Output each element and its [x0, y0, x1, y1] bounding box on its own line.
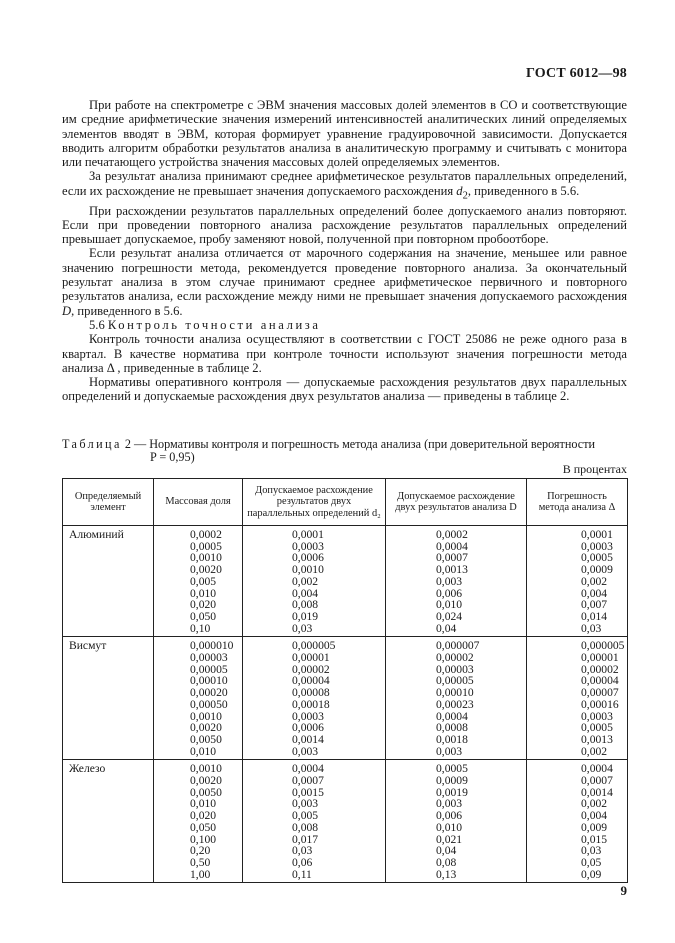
paragraph-deviation: [62, 246, 627, 317]
value: 0,0005: [581, 551, 613, 565]
value: 0,03: [292, 844, 313, 858]
value: 0,0005: [436, 762, 468, 776]
value: 0,015: [581, 832, 608, 846]
value: 0,003: [436, 744, 463, 758]
value: 0,50: [190, 855, 211, 869]
value: 0,00023: [436, 697, 474, 711]
value: 0,020: [190, 598, 217, 612]
D-symbol: D: [62, 303, 72, 318]
value: 0,0010: [292, 563, 324, 577]
value: 0,002: [581, 797, 608, 811]
header-delta: Погрешность метода анализа Δ: [527, 479, 628, 526]
value: 0,0009: [581, 563, 613, 577]
value: 0,0010: [190, 551, 222, 565]
delta-cell: [527, 637, 628, 760]
D-cell: [386, 637, 527, 760]
value: 0,0014: [581, 785, 613, 799]
table-row: [63, 637, 628, 760]
table-body: [63, 526, 628, 883]
paragraph-deviation-text: Если результат анализа отличается от марочного содержания на значение, меньшее или равное значению погрешности метода, рекомендуется проведение повторного анализа. За окончательный результат анализа в этом случае принимают среднее арифметическое первичного и повторного результатов анализа, если расхождение между ними не превышает значения допускаемого расхождения: [62, 246, 627, 304]
delta-cell: [527, 760, 628, 883]
value: 0,0003: [581, 709, 613, 723]
value: 0,00018: [292, 697, 330, 711]
value: 0,014: [581, 609, 608, 623]
header-D: Допускаемое расхождение двух результатов анализа D: [386, 479, 527, 526]
value: 0,010: [190, 797, 217, 811]
header-d2: Допускаемое расхождение результатов двух параллельных определений d₂: [243, 479, 386, 526]
value: 0,0020: [190, 563, 222, 577]
value: 0,0013: [581, 732, 613, 746]
value: 0,00002: [292, 662, 330, 676]
value: 0,11: [292, 867, 312, 881]
value: 0,0007: [292, 774, 324, 788]
data-table: [62, 478, 628, 883]
paragraph-evm: При работе на спектрометре с ЭВМ значения массовых долей элементов в СО и соответствующие им средние арифметические значения измерений интенсивностей аналитических линий определяемых элементов вводят в ЭВМ, которая формирует уравнение градуировочной зависимости. Допускается вводить алгоритм обработки результатов анализа в аналитическую программу и считывать с монитора или печатающего устройства значения массовых долей определяемых элементов.: [62, 98, 627, 170]
value: 0,0003: [292, 709, 324, 723]
value: 0,005: [292, 809, 319, 823]
value: 0,000007: [436, 639, 480, 653]
value: 0,0003: [292, 539, 324, 553]
mass-cell: [154, 760, 243, 883]
table-caption-text: 2 — Нормативы контроля и погрешность метода анализа (при доверительной вероятности: [121, 437, 596, 451]
paragraph-control: Контроль точности анализа осуществляют в соответствии с ГОСТ 25086 не реже одного раза в квартал. В качестве норматива при контроле точности используют значения погрешности метода анализа Δ , приведенные в таблице 2.: [62, 332, 627, 375]
d2-cell: [243, 526, 386, 637]
d2-symbol: d: [456, 183, 463, 198]
value: 0,0005: [190, 539, 222, 553]
value: 0,08: [436, 855, 457, 869]
value: 0,004: [581, 586, 608, 600]
value: 0,03: [581, 844, 602, 858]
value: 0,0004: [436, 539, 468, 553]
paragraph-result: [62, 169, 627, 203]
value: 0,0004: [292, 762, 324, 776]
value: 0,002: [581, 744, 608, 758]
value: 0,10: [190, 621, 211, 635]
value: 0,019: [292, 609, 319, 623]
value: 0,007: [581, 598, 608, 612]
value: 0,100: [190, 832, 217, 846]
value: 0,020: [190, 809, 217, 823]
value: 0,0009: [436, 774, 468, 788]
value: 0,00001: [292, 651, 330, 665]
value: 0,0014: [292, 732, 324, 746]
value: 0,05: [581, 855, 602, 869]
table-row: [63, 760, 628, 883]
value: 0,00003: [190, 651, 228, 665]
document-header: ГОСТ 6012—98: [526, 66, 627, 81]
value: 0,00008: [292, 686, 330, 700]
D-cell: [386, 526, 527, 637]
value: 0,021: [436, 832, 463, 846]
value: 0,0020: [190, 721, 222, 735]
value: 0,0010: [190, 762, 222, 776]
value: 0,00004: [292, 674, 330, 688]
paragraph-deviation-tail: , приведенного в 5.6.: [71, 303, 183, 318]
value: 0,0004: [436, 709, 468, 723]
value: 0,0015: [292, 785, 324, 799]
element-cell: Висмут: [63, 637, 154, 760]
value: 0,13: [436, 867, 457, 881]
value: 0,010: [436, 820, 463, 834]
value: 0,00001: [581, 651, 619, 665]
value: 0,00002: [581, 662, 619, 676]
table-row: [63, 526, 628, 637]
value: 0,0004: [581, 762, 613, 776]
table-header-row: [63, 479, 628, 526]
mass-cell: [154, 637, 243, 760]
value: 0,009: [581, 820, 608, 834]
value: 0,00004: [581, 674, 619, 688]
value: 0,000005: [581, 639, 625, 653]
section-title: Контроль точности анализа: [107, 317, 321, 332]
body-text: [62, 98, 627, 404]
value: 0,0050: [190, 785, 222, 799]
d2-subscript: 2: [462, 190, 468, 202]
value: 0,00002: [436, 651, 474, 665]
value: 0,002: [292, 574, 319, 588]
value: 0,00003: [436, 662, 474, 676]
value: 0,06: [292, 855, 313, 869]
value: 0,0010: [190, 709, 222, 723]
value: 0,0001: [581, 528, 613, 541]
element-cell: Алюминий: [63, 526, 154, 637]
value: 0,00005: [436, 674, 474, 688]
value: 0,00005: [190, 662, 228, 676]
section-number: 5.6: [89, 317, 108, 332]
table-caption-line2: P = 0,95): [150, 450, 195, 465]
page-number: 9: [620, 883, 627, 898]
d2-cell: [243, 760, 386, 883]
paragraph-result-tail: , приведенного в 5.6.: [467, 183, 580, 198]
value: 1,00: [190, 867, 211, 881]
value: 0,003: [436, 797, 463, 811]
value: 0,09: [581, 867, 602, 881]
value: 0,010: [190, 586, 217, 600]
value: 0,003: [292, 797, 319, 811]
value: 0,0050: [190, 732, 222, 746]
value: 0,0013: [436, 563, 468, 577]
value: 0,004: [581, 809, 608, 823]
value: 0,010: [190, 744, 217, 758]
value: 0,006: [436, 586, 463, 600]
element-cell: Железо: [63, 760, 154, 883]
value: 0,0006: [292, 551, 324, 565]
header-element: Определяемый элемент: [63, 479, 154, 526]
value: 0,050: [190, 820, 217, 834]
value: 0,003: [292, 744, 319, 758]
paragraph-result-text: За результат анализа принимают среднее арифметическое результатов параллельных определений, если их расхождение не превышает значения допускаемого расхождения: [62, 169, 627, 198]
value: 0,0006: [292, 721, 324, 735]
paragraph-repeat: При расхождении результатов параллельных определений более допускаемого анализ повторяют. Если при проведении повторного анализа расхождение результатов параллельных определений превышает допускаемое, пробу заменяют новой, полученной при повторном пробоотборе.: [62, 203, 627, 247]
table-caption-line1: [62, 438, 627, 451]
value: 0,017: [292, 832, 319, 846]
mass-cell: [154, 526, 243, 637]
value: 0,00010: [190, 674, 228, 688]
value: 0,00050: [190, 697, 228, 711]
value: 0,0007: [436, 551, 468, 565]
table-caption-label: Таблица: [62, 437, 122, 451]
value: 0,0018: [436, 732, 468, 746]
header-mass: Массовая доля: [154, 479, 243, 526]
value: 0,0007: [581, 774, 613, 788]
value: 0,20: [190, 844, 211, 858]
value: 0,008: [292, 598, 319, 612]
value: 0,00007: [581, 686, 619, 700]
value: 0,003: [436, 574, 463, 588]
value: 0,004: [292, 586, 319, 600]
value: 0,00016: [581, 697, 619, 711]
value: 0,0005: [581, 721, 613, 735]
paragraph-norms: Нормативы оперативного контроля — допускаемые расхождения результатов двух параллельных определений и допускаемые расхождения двух результатов анализа — приведены в таблице 2.: [62, 375, 627, 404]
value: 0,00010: [436, 686, 474, 700]
value: 0,050: [190, 609, 217, 623]
D-cell: [386, 760, 527, 883]
value: 0,0008: [436, 721, 468, 735]
value: 0,04: [436, 844, 457, 858]
delta-cell: [527, 526, 628, 637]
value: 0,0019: [436, 785, 468, 799]
value: 0,04: [436, 621, 457, 635]
value: 0,000010: [190, 639, 234, 653]
section-5-6-heading: [62, 318, 627, 332]
value: 0,010: [436, 598, 463, 612]
value: 0,03: [292, 621, 313, 635]
d2-cell: [243, 637, 386, 760]
value: 0,0020: [190, 774, 222, 788]
value: 0,0002: [190, 528, 222, 541]
value: 0,0002: [436, 528, 468, 541]
value: 0,0003: [581, 539, 613, 553]
value: 0,002: [581, 574, 608, 588]
value: 0,024: [436, 609, 463, 623]
value: 0,000005: [292, 639, 336, 653]
value: 0,03: [581, 621, 602, 635]
table-caption: [62, 438, 627, 465]
value: 0,005: [190, 574, 217, 588]
value: 0,00020: [190, 686, 228, 700]
table-units: В процентах: [562, 462, 627, 476]
value: 0,006: [436, 809, 463, 823]
value: 0,0001: [292, 528, 324, 541]
value: 0,008: [292, 820, 319, 834]
